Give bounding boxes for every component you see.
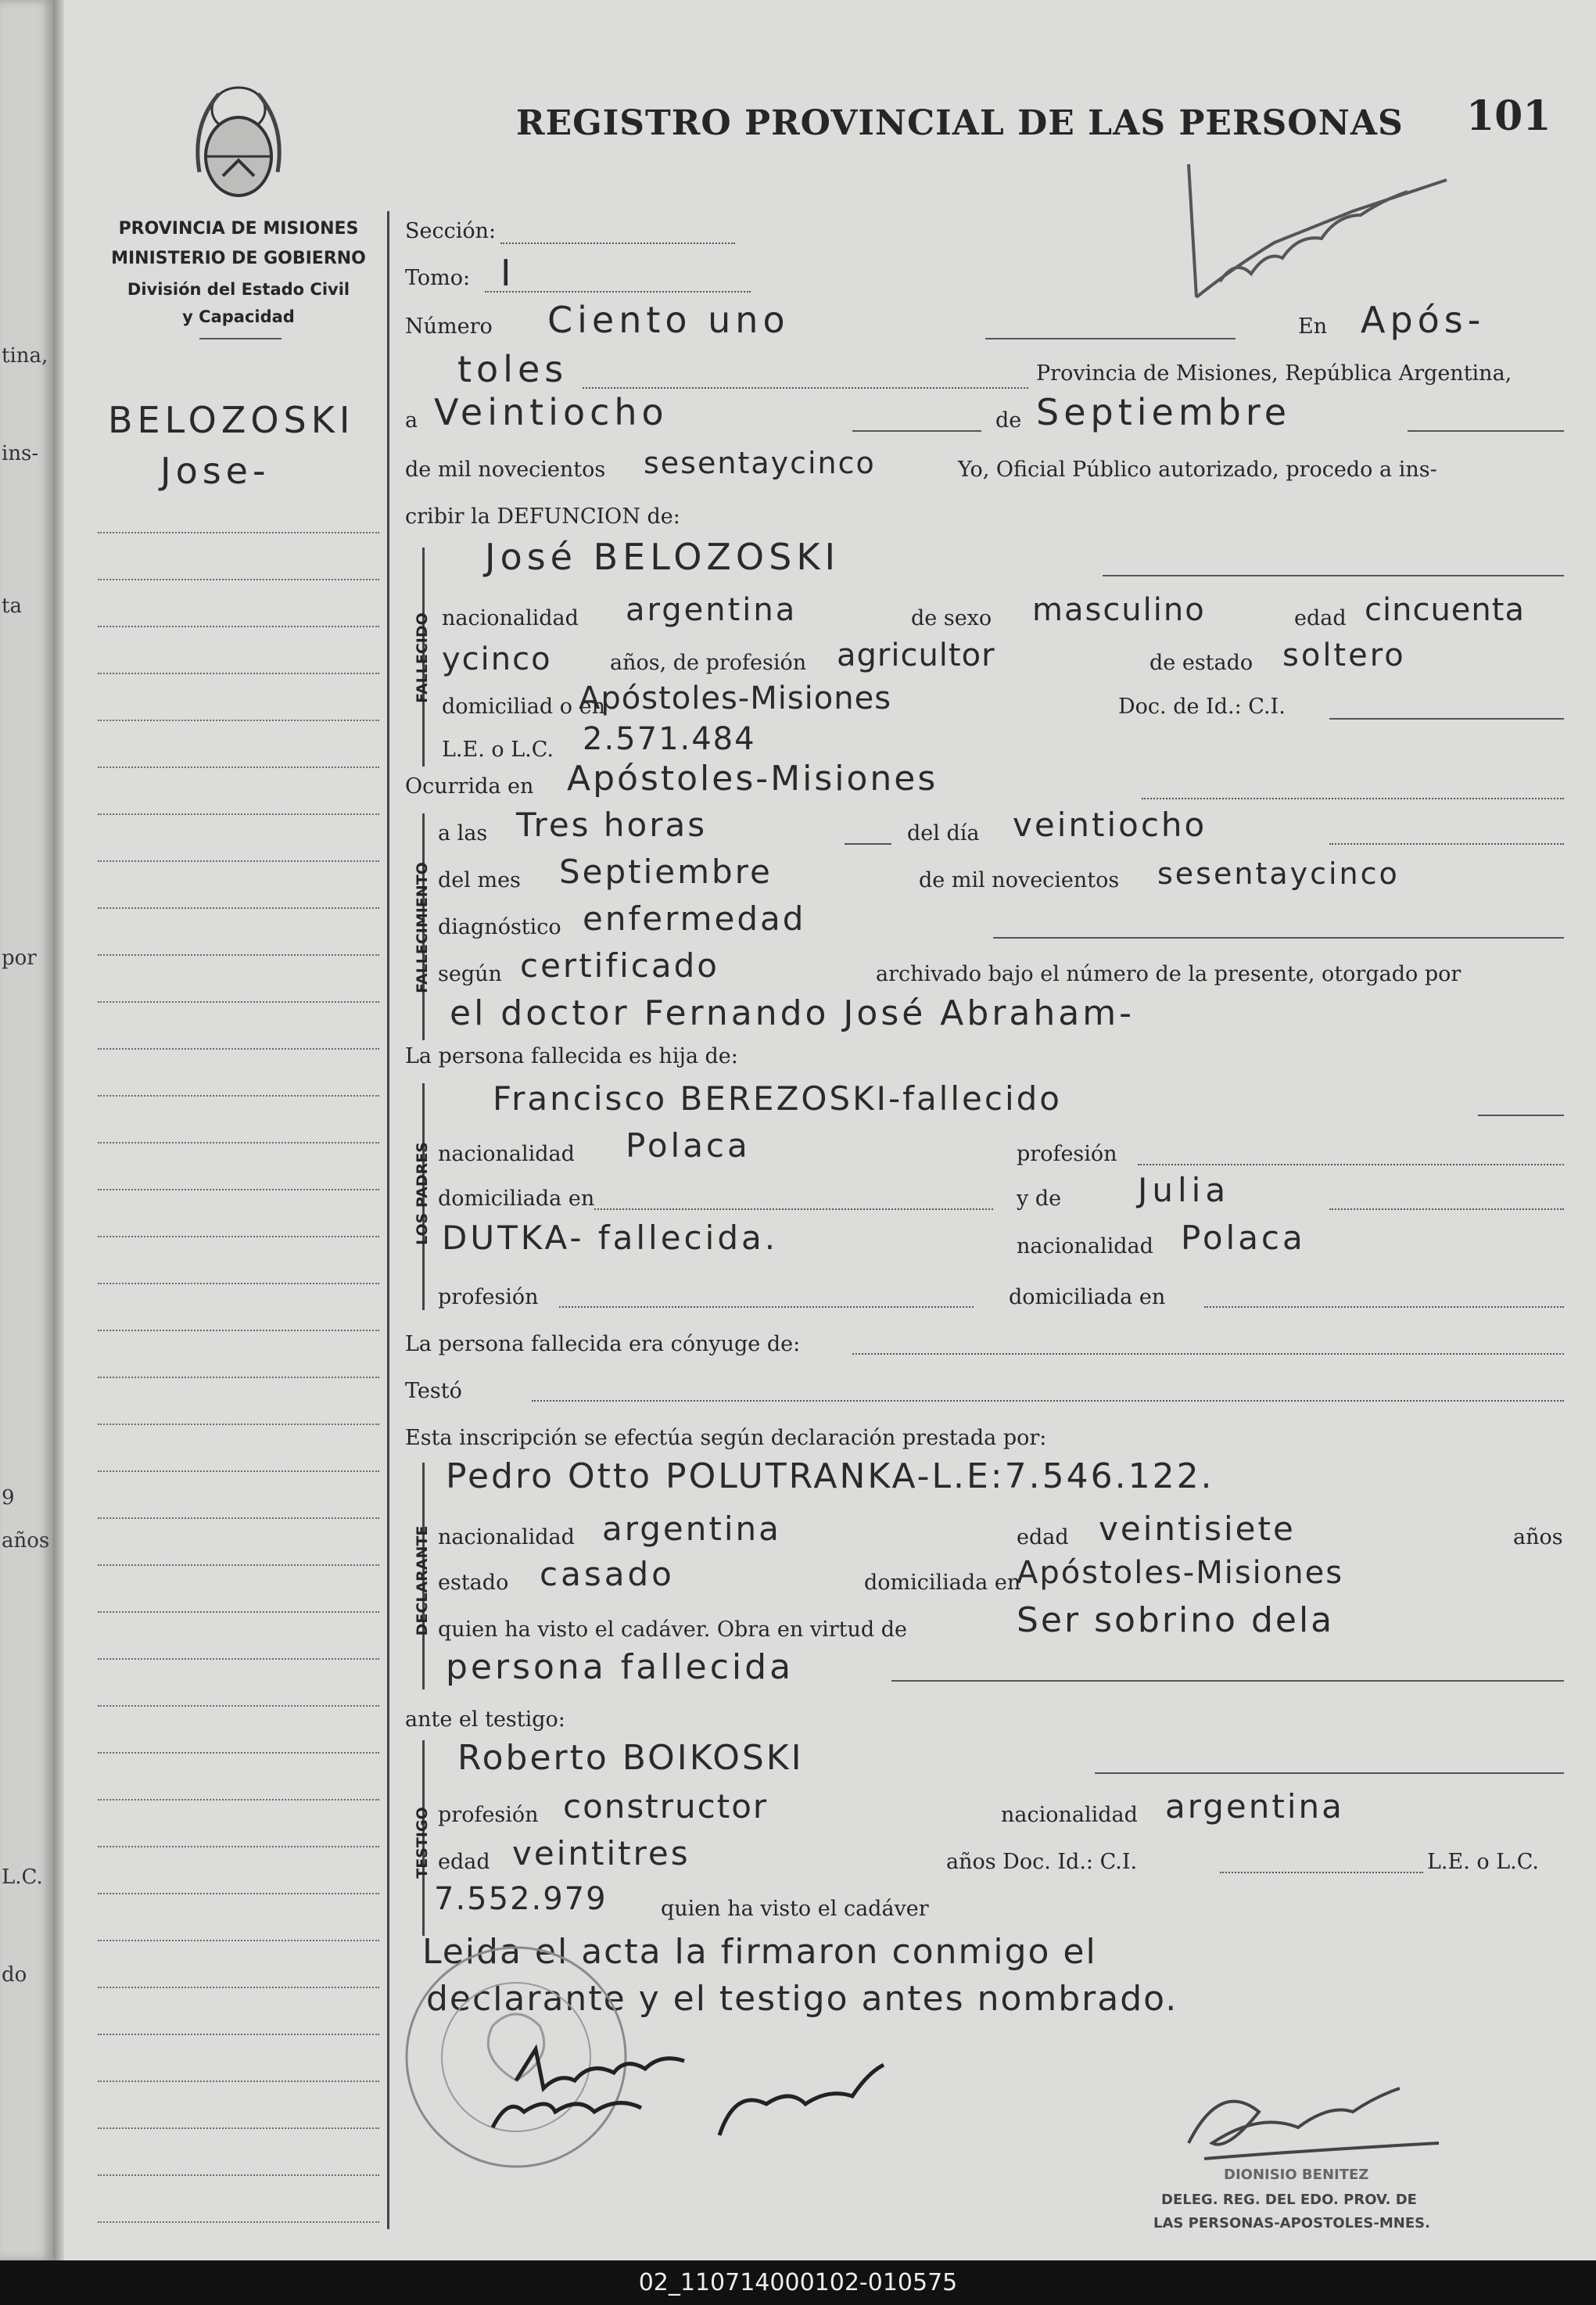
previous-page-edge	[0, 0, 56, 2260]
mother-domicile-label: domiciliada en	[1009, 1285, 1166, 1309]
deceased-nationality: argentina	[626, 592, 798, 628]
deceased-le-number: 2.571.484	[583, 721, 756, 757]
death-place-line	[1142, 798, 1564, 799]
officer-signature-icon	[1173, 2081, 1470, 2174]
margin-given-name: Jose-	[160, 450, 271, 492]
edad-label: edad	[1294, 606, 1347, 630]
death-day-line	[1329, 843, 1564, 845]
witness-age: veintitres	[512, 1834, 690, 1872]
coat-of-arms-icon	[188, 78, 289, 211]
form-border-line	[387, 211, 389, 2229]
witness-le-number: 7.552.979	[434, 1881, 608, 1917]
father-profession-line	[1138, 1164, 1564, 1165]
inscribir-label: cribir la DEFUNCION de:	[405, 504, 680, 529]
capacity-label: y Capacidad	[182, 307, 295, 326]
declarant-marital-status: casado	[540, 1555, 675, 1593]
mother-name-line	[1329, 1208, 1564, 1210]
deceased-profession: agricultor	[837, 637, 995, 673]
city-part1: Após-	[1361, 299, 1486, 341]
ministry-label: MINISTERIO DE GOBIERNO	[111, 249, 366, 268]
declarant-anos-label: años	[1513, 1525, 1563, 1549]
division-label: División del Estado Civil	[127, 280, 350, 299]
prev-fragment-2: ins-	[2, 442, 39, 465]
father-name: Francisco BEREZOSKI-fallecido	[493, 1079, 1062, 1118]
declarant-domicile-label: domiciliada en	[864, 1571, 1021, 1595]
officer-office-line1: DELEG. REG. DEL EDO. PROV. DE	[1161, 2192, 1417, 2208]
a-label: a	[405, 408, 418, 433]
declarant-age: veintisiete	[1099, 1510, 1296, 1548]
death-certificate: certificado	[520, 946, 719, 985]
doc-id-line	[1329, 718, 1564, 720]
prev-fragment-7: L.C.	[2, 1865, 43, 1889]
fallecimiento-tab: FALLECIMIENTO	[414, 862, 431, 993]
officer-name: DIONISIO BENITEZ	[1224, 2167, 1369, 2183]
seccion-label: Sección:	[405, 219, 497, 243]
fallecido-tab: FALLECIDO	[414, 612, 431, 703]
death-year: sesentaycinco	[1157, 856, 1400, 891]
witness-name: Roberto BOIKOSKI	[457, 1738, 804, 1778]
domiciliado-label: domiciliad o en	[442, 695, 605, 719]
cadaver-obra-label: quien ha visto el cadáver. Obra en virtud de	[438, 1617, 908, 1642]
mother-domicile-line	[1204, 1306, 1564, 1308]
declarant-domicile: Apóstoles-Misiones	[1017, 1555, 1344, 1591]
segun-label: según	[438, 962, 502, 986]
declarant-reason-part1: Ser sobrino dela	[1017, 1600, 1335, 1640]
prev-fragment-3: ta	[2, 594, 22, 618]
a-las-label: a las	[438, 821, 488, 846]
deceased-name: José BELOZOSKI	[485, 536, 841, 578]
numero-label: Número	[405, 314, 493, 339]
testo-label: Testó	[405, 1379, 462, 1403]
prev-fragment-1: tina,	[2, 344, 48, 368]
book-gutter	[53, 0, 64, 2260]
testo-line	[532, 1400, 1564, 1402]
deceased-sex: masculino	[1032, 592, 1206, 628]
city-line	[583, 387, 1028, 389]
witness-profession: constructor	[563, 1787, 769, 1826]
stamp-signature-icon	[1165, 149, 1494, 321]
y-de-label: y de	[1017, 1187, 1062, 1211]
father-domicile-line	[594, 1208, 993, 1210]
death-day: veintiocho	[1013, 806, 1207, 844]
registry-title: REGISTRO PROVINCIAL DE LAS PERSONAS	[516, 103, 1404, 143]
declarant-nationality: argentina	[602, 1510, 781, 1548]
signatures-icon	[469, 2041, 977, 2167]
deceased-domicile: Apóstoles-Misiones	[579, 680, 892, 716]
year-value: sesentaycinco	[644, 446, 876, 480]
tomo-line	[485, 291, 751, 293]
nacionalidad-label: nacionalidad	[442, 606, 579, 630]
month-value: Septiembre	[1036, 391, 1292, 433]
death-hour-line	[845, 843, 891, 845]
closing-line-1: Leida el acta la firmaron conmigo el	[422, 1932, 1097, 1972]
mother-nationality-label: nacionalidad	[1017, 1234, 1153, 1258]
ante-testigo-label: ante el testigo:	[405, 1707, 565, 1732]
estado-label: de estado	[1149, 651, 1253, 675]
prev-fragment-8: do	[2, 1963, 27, 1987]
witness-name-line	[1095, 1772, 1564, 1774]
margin-surname: BELOZOSKI	[108, 399, 355, 441]
witness-doc-line	[1220, 1872, 1423, 1873]
witness-cadaver-label: quien ha visto el cadáver	[661, 1897, 929, 1921]
father-nationality-label: nacionalidad	[438, 1142, 575, 1166]
mother-given-name: Julia	[1138, 1171, 1231, 1209]
archivado-label: archivado bajo el número de la presente, otorgado por	[876, 962, 1462, 986]
hija-de-label: La persona fallecida es hija de:	[405, 1044, 738, 1068]
year-prefix-label: de mil novecientos	[405, 458, 606, 482]
declarant-nationality-label: nacionalidad	[438, 1525, 575, 1549]
death-diagnosis: enfermedad	[583, 899, 806, 938]
deceased-age-part2: ycinco	[442, 641, 552, 677]
del-mes-label: del mes	[438, 868, 521, 892]
deceased-age-part1: cincuenta	[1365, 592, 1525, 628]
father-nationality: Polaca	[626, 1126, 751, 1165]
death-month: Septiembre	[559, 853, 773, 891]
ocurrida-label: Ocurrida en	[405, 774, 534, 799]
le-lc-label: L.E. o L.C.	[442, 738, 554, 762]
numero-line	[985, 338, 1236, 339]
sexo-label: de sexo	[911, 606, 992, 630]
tomo-value: I	[500, 252, 516, 294]
seccion-line	[500, 242, 735, 244]
declaracion-label: Esta inscripción se efectúa según declaración prestada por:	[405, 1426, 1047, 1450]
death-hour: Tres horas	[516, 806, 708, 844]
tomo-label: Tomo:	[405, 266, 471, 290]
declarant-age-label: edad	[1017, 1525, 1069, 1549]
declarant-name: Pedro Otto POLUTRANKA-L.E:7.546.122.	[446, 1456, 1214, 1496]
en-label: En	[1298, 314, 1328, 339]
padres-tab: LOS PADRES	[414, 1142, 431, 1245]
mother-profession-label: profesión	[438, 1285, 539, 1309]
father-line	[1478, 1115, 1564, 1116]
testigo-tab: TESTIGO	[414, 1807, 431, 1879]
conyuge-line	[852, 1353, 1564, 1355]
province-country-label: Provincia de Misiones, República Argentina,	[1036, 361, 1512, 386]
death-doctor: el doctor Fernando José Abraham-	[450, 993, 1135, 1033]
witness-doc-label: años Doc. Id.: C.I.	[946, 1850, 1138, 1874]
declarant-estado-label: estado	[438, 1571, 509, 1595]
de-label: de	[995, 408, 1022, 433]
image-id-footer: 02_110714000102-010575	[0, 2260, 1596, 2305]
domiciliada-label: domiciliada en	[438, 1187, 595, 1211]
declarante-tab: DECLARANTE	[414, 1525, 431, 1636]
prev-fragment-4: por	[2, 946, 37, 970]
declarant-reason-part2: persona fallecida	[446, 1647, 794, 1687]
month-line	[1408, 430, 1564, 432]
del-dia-label: del día	[907, 821, 980, 846]
officer-office-line2: LAS PERSONAS-APOSTOLES-MNES.	[1153, 2215, 1430, 2231]
day-line	[852, 430, 981, 432]
mother-nationality: Polaca	[1181, 1219, 1306, 1257]
deceased-name-line	[1103, 575, 1564, 576]
doc-id-label: Doc. de Id.: C.I.	[1118, 695, 1286, 719]
declarant-reason-line	[891, 1680, 1564, 1682]
deceased-marital-status: soltero	[1282, 637, 1406, 673]
diagnostico-label: diagnóstico	[438, 915, 561, 939]
mother-profession-line	[559, 1306, 974, 1308]
witness-nationality: argentina	[1165, 1787, 1344, 1826]
day-value: Veintiocho	[434, 391, 669, 433]
page-number: 101	[1466, 92, 1551, 140]
prev-fragment-6: años	[2, 1529, 50, 1553]
officer-statement: Yo, Oficial Público autorizado, procedo a ins-	[958, 458, 1437, 482]
witness-age-label: edad	[438, 1850, 490, 1874]
mil-novecientos-label: de mil novecientos	[919, 868, 1120, 892]
prev-fragment-5: 9	[2, 1486, 15, 1510]
province-label: PROVINCIA DE MISIONES	[118, 219, 359, 239]
conyuge-label: La persona fallecida era cónyuge de:	[405, 1332, 801, 1356]
diagnosis-line	[993, 937, 1564, 939]
header-underline	[199, 338, 282, 339]
closing-line-2: declarante y el testigo antes nombrado.	[426, 1979, 1178, 2019]
death-place: Apóstoles-Misiones	[567, 759, 938, 799]
father-profession-label: profesión	[1017, 1142, 1117, 1166]
witness-le-lc-label: L.E. o L.C.	[1427, 1850, 1540, 1874]
city-part2: toles	[457, 348, 568, 390]
numero-value: Ciento uno	[547, 299, 790, 341]
witness-nationality-label: nacionalidad	[1001, 1803, 1138, 1827]
mother-surname: DUTKA- fallecida.	[442, 1219, 779, 1257]
witness-profession-label: profesión	[438, 1803, 539, 1827]
anos-profesion-label: años, de profesión	[610, 651, 807, 675]
